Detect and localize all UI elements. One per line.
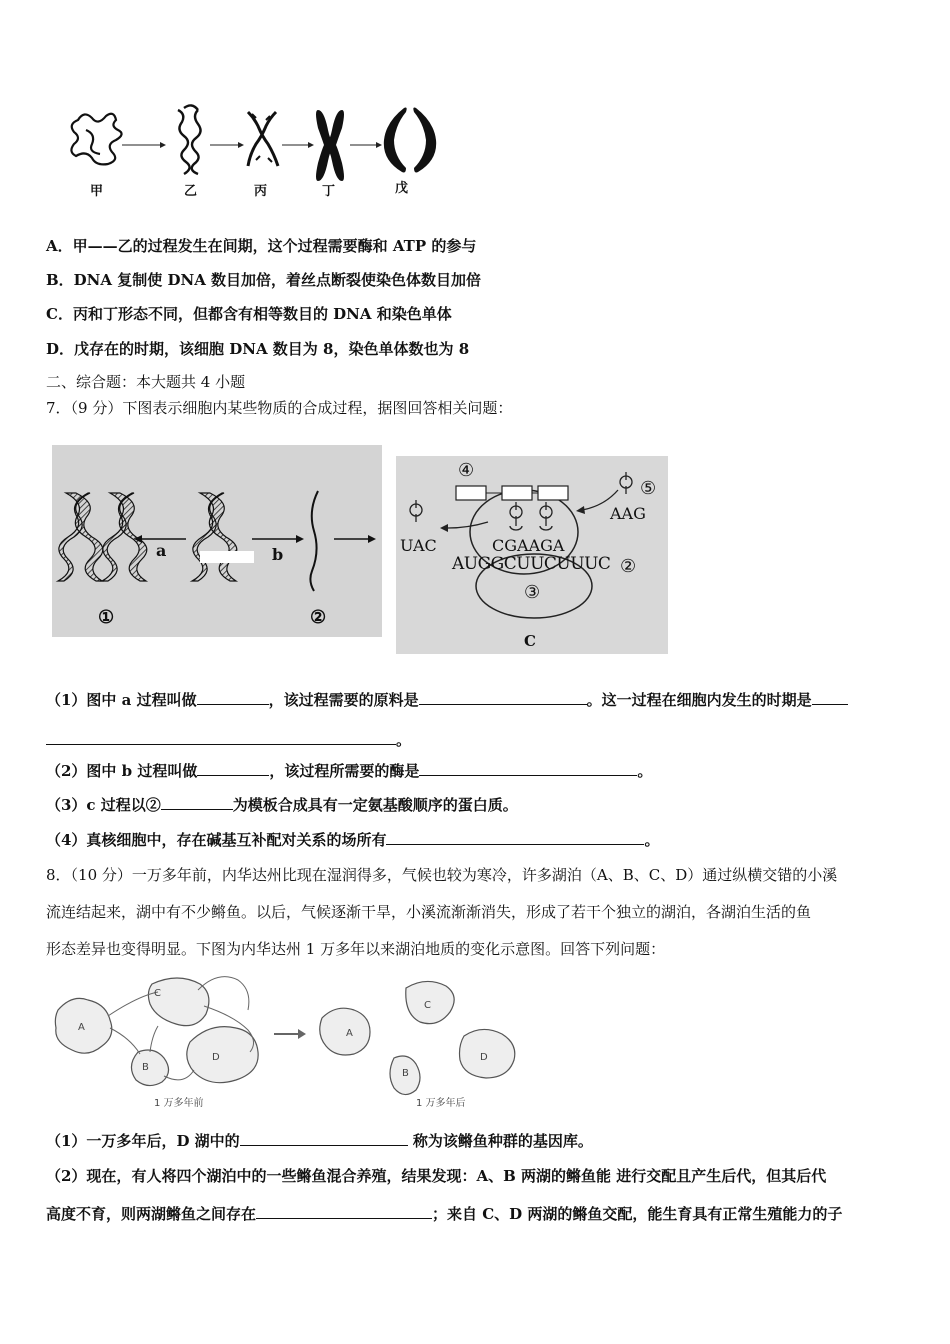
option-c: C．丙和丁形态不同，但都含有相等数目的 DNA 和染色单体	[46, 305, 452, 323]
answer-blank[interactable]	[386, 830, 644, 845]
circle-2-right: ②	[620, 556, 637, 577]
dna-helix-1	[58, 493, 103, 581]
q8-sub2-line2	[46, 1204, 842, 1224]
label-bing: 丙	[254, 184, 268, 199]
answer-blank[interactable]	[419, 761, 637, 776]
q7-sub1-text-c: 。这一过程在细胞内发生的时期是	[586, 691, 812, 709]
section-title: 二、综合题：本大题共 4 小题	[46, 373, 246, 391]
circle-5: ⑤	[640, 478, 657, 499]
mrna-seq: AUGGCUUCUUUC	[452, 554, 611, 574]
q7-sub1-text-b: ，该过程需要的原料是	[268, 691, 419, 709]
codon-aag: AAG	[610, 504, 646, 523]
trna-group	[410, 472, 632, 530]
lake-d-after: D	[480, 1052, 488, 1063]
q7-sub4-text-b: 。	[644, 831, 660, 849]
q7-sub1-text-d: 。	[396, 731, 412, 749]
q8-sub2-line1: （2）现在，有人将四个湖泊中的一些鳉鱼混合养殖，结果发现：A、B 两湖的鳉鱼能 进行交配且产生后代，但其后代	[46, 1167, 827, 1185]
q8-stem-line1: 8．（10 分）一万多年前，内华达州比现在湿润得多，气候也较为寒冷，许多湖泊（A、B、C、D）通过纵横交错的小溪	[46, 866, 838, 884]
lake-d-before: D	[212, 1052, 220, 1063]
q7-figure-left	[52, 445, 382, 637]
option-d: D．戊存在的时期，该细胞 DNA 数目为 8，染色单体数也为 8	[46, 340, 470, 358]
lake-a-before: A	[78, 1022, 85, 1033]
lake-map-figure	[48, 970, 538, 1115]
q7-sub2-text-b: ，该过程所需要的酶是	[269, 762, 420, 780]
answer-blank[interactable]	[46, 730, 396, 745]
q7-sub1	[46, 690, 848, 710]
caption-after: 1 万多年后	[416, 1098, 466, 1109]
q7-sub2-text-a: （2）图中 b 过程叫做	[46, 762, 198, 780]
q7-stem: 7．（9 分）下图表示细胞内某些物质的合成过程，据图回答相关问题：	[46, 399, 513, 417]
q7-sub4-text-a: （4）真核细胞中，存在碱基互补配对关系的场所有	[46, 831, 387, 849]
caption-before: 1 万多年前	[154, 1098, 204, 1109]
q7-sub1-cont	[46, 730, 411, 750]
answer-blank[interactable]	[240, 1131, 408, 1146]
circle-1: ①	[98, 607, 115, 628]
q7-sub4	[46, 830, 659, 850]
lake-b-after: B	[402, 1068, 409, 1079]
q8-sub1-text-a: （1）一万多年后，D 湖中的	[46, 1132, 240, 1150]
chromosome-ding	[316, 110, 344, 181]
q7-sub2	[46, 761, 652, 781]
label-a: a	[156, 541, 167, 560]
circle-2: ②	[310, 607, 327, 628]
answer-blank[interactable]	[812, 690, 848, 705]
chromatin-jia	[71, 114, 121, 165]
dna-helix-3	[192, 493, 237, 581]
q8-sub2-text-b: ；来自 C、D 两湖的鳉鱼交配，能生育具有正常生殖能力的子	[432, 1205, 843, 1223]
label-ding: 丁	[322, 184, 336, 199]
circle-3: ③	[524, 582, 541, 603]
q8-sub2-text-a: 高度不育，则两湖鳉鱼之间存在	[46, 1205, 257, 1223]
label-wu: 戊	[395, 181, 409, 196]
q7-sub3	[46, 795, 518, 815]
q7-sub3-text-a: （3）c 过程以②	[46, 796, 161, 814]
q7-sub1-text-a: （1）图中 a 过程叫做	[46, 691, 197, 709]
chromosome-wu	[384, 108, 436, 173]
option-b: B．DNA 复制使 DNA 数目加倍，着丝点断裂使染色体数目加倍	[46, 271, 482, 289]
q7-sub2-text-c: 。	[637, 762, 653, 780]
chromatin-yi	[178, 105, 201, 174]
label-b: b	[272, 545, 284, 564]
white-patch	[200, 551, 254, 563]
label-yi: 乙	[184, 184, 198, 199]
q7-sub3-text-b: 为模板合成具有一定氨基酸顺序的蛋白质。	[232, 796, 518, 814]
q8-stem-line2: 流连结起来，湖中有不少鳉鱼。以后，气候逐渐干旱，小溪流渐渐消失，形成了若干个独立的湖泊，各湖泊生活的鱼	[46, 903, 812, 921]
option-a: A．甲——乙的过程发生在间期，这个过程需要酶和 ATP 的参与	[46, 237, 477, 255]
lake-c-after: C	[424, 1000, 431, 1011]
circle-4: ④	[458, 460, 475, 481]
lake-b-before: B	[142, 1062, 149, 1073]
q8-stem-line3: 形态差异也变得明显。下图为内华达州 1 万多年以来湖泊地质的变化示意图。回答下列问题：	[46, 940, 666, 958]
q8-sub1-text-b: 称为该鳉鱼种群的基因库。	[407, 1132, 593, 1150]
answer-blank[interactable]	[419, 690, 587, 705]
anticodon-seq: CGAAGA	[492, 536, 565, 555]
answer-blank[interactable]	[256, 1204, 432, 1219]
answer-blank[interactable]	[161, 795, 233, 810]
label-c: C	[524, 632, 536, 650]
label-jia: 甲	[90, 184, 104, 199]
q7-figure-right	[396, 456, 668, 654]
chromosome-figure	[60, 100, 450, 200]
lake-c-before: C	[154, 988, 161, 999]
lake-a-after: A	[346, 1028, 353, 1039]
answer-blank[interactable]	[197, 690, 269, 705]
chromosome-bing	[248, 112, 278, 166]
q8-sub1	[46, 1131, 593, 1151]
mrna-strand	[310, 491, 318, 591]
answer-blank[interactable]	[197, 761, 269, 776]
codon-uac: UAC	[400, 536, 437, 555]
